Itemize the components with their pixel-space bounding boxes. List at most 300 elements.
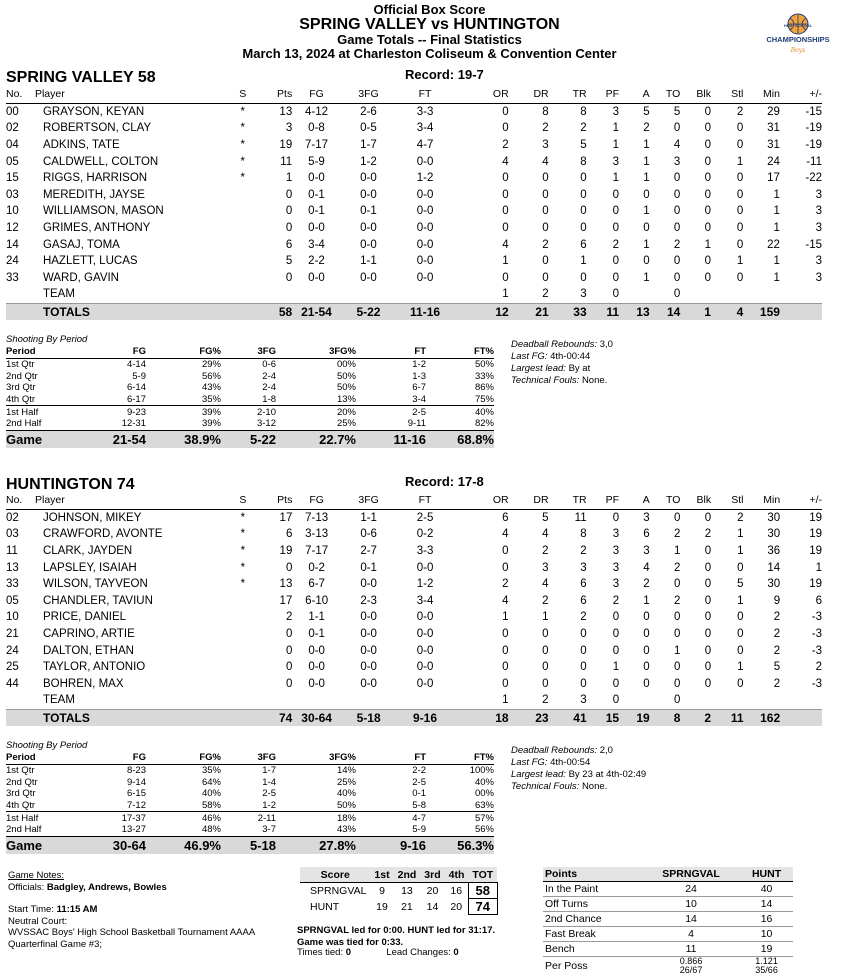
- sbp-cell: 39%: [201, 418, 221, 430]
- note-label: Last FG:: [511, 351, 548, 362]
- stat-cell: 6: [815, 594, 822, 607]
- stat-cell: 0-0: [416, 188, 434, 201]
- stat-cell: 0: [502, 661, 509, 674]
- player-row: [6, 270, 822, 287]
- note-label: Technical Fouls:: [511, 375, 580, 386]
- stat-cell: 0: [643, 644, 650, 657]
- total-cell: [230, 709, 256, 726]
- sbp-cell: 100%: [469, 765, 494, 777]
- sbp-game-cell: 46.9%: [146, 836, 221, 854]
- sbp-game-cell: 38.9%: [146, 430, 221, 448]
- points-row: [543, 897, 793, 912]
- subtitle: Game Totals -- Final Statistics: [337, 32, 522, 47]
- stat-cell: 0: [580, 205, 587, 218]
- sbp-cell: 4-7: [356, 812, 426, 824]
- sbp-cell: 40%: [426, 406, 494, 418]
- total-cell: 5-18: [341, 709, 396, 726]
- total-cell: 33: [549, 303, 587, 320]
- stat-cell: 1: [285, 172, 293, 185]
- stat-cell: 11: [574, 511, 587, 524]
- stat-cell: 0: [704, 545, 712, 558]
- col-header: PF: [587, 86, 619, 103]
- stat-cell: 1: [736, 155, 744, 168]
- stat-cell: 2: [736, 105, 744, 118]
- start-time-line: [8, 904, 288, 916]
- sbp-col-header: FT%: [426, 346, 494, 358]
- stat-cell: 0: [580, 222, 587, 235]
- stat-cell: [230, 642, 256, 659]
- stat-cell: 0: [612, 511, 620, 524]
- sbp-cell: 46%: [146, 812, 221, 824]
- totals-row: [6, 709, 822, 726]
- stat-cell: 1: [612, 172, 620, 185]
- stat-cell: 25: [6, 661, 19, 674]
- stat-cell: 8: [580, 105, 587, 118]
- team1-shooting-table: [6, 346, 494, 448]
- stat-cell: 4: [502, 594, 509, 607]
- stat-cell: 0-0: [416, 661, 434, 674]
- stat-cell: -11: [806, 155, 822, 168]
- stat-cell: 21: [6, 628, 19, 641]
- col-header: No.: [6, 86, 35, 103]
- col-header: TR: [549, 86, 587, 103]
- stat-cell: 0: [704, 561, 712, 574]
- stat-cell: 7-17: [304, 139, 328, 152]
- stat-cell: 0: [580, 677, 587, 690]
- stat-cell: 5: [580, 139, 587, 152]
- sbp-cell: 56%: [474, 824, 494, 836]
- sbp-cell: 14%: [336, 765, 356, 777]
- sbp-col-header: FG%: [146, 346, 221, 358]
- stat-cell: [396, 286, 454, 303]
- stat-cell: 5: [285, 255, 293, 268]
- stat-cell: 0-0: [416, 238, 434, 251]
- stat-cell: 0: [737, 644, 744, 657]
- player-row: [6, 609, 822, 626]
- stat-cell: 6-7: [308, 578, 325, 591]
- team2-shooting-table: [6, 752, 494, 854]
- note-value: 3,0: [599, 339, 613, 350]
- score-cell: 9: [379, 884, 385, 897]
- col-header: Pts: [256, 86, 292, 103]
- sbp-col-header: 3FG: [221, 752, 276, 764]
- stat-cell: 6-10: [305, 594, 329, 607]
- stat-cell: 2: [643, 122, 650, 135]
- player-row: [6, 120, 822, 137]
- stat-cell: 1: [736, 255, 744, 268]
- stat-cell: 19: [279, 545, 293, 558]
- score-cell: 74: [468, 899, 497, 915]
- total-cell: [780, 709, 822, 726]
- note-value: 4th-00:54: [550, 757, 591, 768]
- sbp-cell: 6-7: [412, 382, 426, 394]
- team2-title: HUNTINGTON 74: [6, 476, 135, 493]
- note-value: By 23 at 4th-02:49: [568, 769, 647, 780]
- stat-cell: CLARK, JAYDEN: [42, 545, 133, 558]
- stat-cell: [230, 692, 256, 709]
- stat-cell: 31: [767, 139, 780, 152]
- stat-cell: 0-6: [360, 528, 377, 541]
- stat-cell: 2: [612, 238, 620, 251]
- total-cell: 1: [680, 303, 711, 320]
- note-line: [511, 745, 646, 757]
- col-header: FT: [396, 492, 453, 509]
- stat-cell: 4: [502, 238, 509, 251]
- stat-cell: 0: [612, 677, 620, 690]
- total-cell: 4: [711, 303, 743, 320]
- stat-cell: 1-1: [360, 511, 377, 524]
- stat-cell: 5: [737, 578, 744, 591]
- note-line: [511, 363, 613, 375]
- stat-cell: 13: [279, 105, 293, 118]
- sbp-cell: 8-23: [126, 765, 146, 777]
- stat-cell: 0: [612, 628, 620, 641]
- total-cell: 58: [256, 303, 292, 320]
- stat-cell: 0: [542, 222, 549, 235]
- stat-cell: 1: [643, 594, 650, 607]
- stat-cell: 02: [6, 511, 19, 524]
- sbp-col-header: FT: [356, 346, 426, 358]
- sbp-cell: 00%: [336, 359, 356, 371]
- stat-cell: 3: [815, 205, 822, 218]
- sbp-cell: 13-27: [121, 824, 146, 836]
- stat-cell: 1: [502, 694, 509, 707]
- sbp-col-header: FG%: [146, 752, 221, 764]
- stat-cell: 2: [612, 594, 620, 607]
- sbp-row: [6, 764, 494, 776]
- stat-cell: [6, 286, 35, 303]
- sbp-cell: 43%: [336, 824, 356, 836]
- stat-cell: 0-0: [416, 628, 434, 641]
- stat-cell: MEREDITH, JAYSE: [42, 188, 145, 201]
- stat-cell: 4-7: [416, 139, 434, 152]
- stat-cell: 3: [542, 561, 549, 574]
- stat-cell: 0-0: [360, 222, 377, 235]
- stat-cell: 0: [643, 188, 650, 201]
- points-cell: In the Paint: [543, 882, 642, 897]
- stat-cell: 5: [643, 105, 650, 118]
- points-cell: Bench: [543, 942, 642, 957]
- stat-cell: 0: [502, 644, 509, 657]
- stat-cell: 6: [580, 594, 587, 607]
- stat-cell: 1: [773, 222, 780, 235]
- total-cell: TOTALS: [35, 303, 230, 320]
- sbp-cell: 50%: [474, 359, 494, 371]
- stat-cell: -19: [805, 139, 822, 152]
- per-poss-value: 1.121: [755, 956, 778, 966]
- total-cell: [230, 303, 256, 320]
- stat-cell: 24: [6, 644, 19, 657]
- score-col-header: 3rd: [420, 867, 444, 883]
- stat-cell: 1-2: [416, 172, 434, 185]
- stat-cell: 0-0: [416, 205, 434, 218]
- player-row: [6, 187, 822, 204]
- stat-cell: *: [240, 155, 245, 168]
- stat-cell: 0-0: [360, 644, 377, 657]
- lead-changes-value: 0: [453, 947, 459, 958]
- col-header: A: [619, 492, 650, 509]
- stat-cell: 3: [580, 561, 587, 574]
- stat-cell: 1: [643, 271, 650, 284]
- player-row: [6, 203, 822, 220]
- sbp-cell: 18%: [276, 812, 356, 824]
- stat-cell: 05: [6, 594, 19, 607]
- score-col-header: 2nd: [394, 867, 421, 883]
- stat-cell: 0: [673, 677, 681, 690]
- stat-cell: 6: [580, 238, 587, 251]
- stat-cell: 2: [502, 578, 509, 591]
- stat-cell: 5: [673, 105, 681, 118]
- stat-cell: 24: [6, 255, 19, 268]
- points-col-header: Points: [543, 867, 642, 882]
- stat-cell: 0-0: [360, 238, 377, 251]
- stat-cell: [680, 692, 711, 709]
- sbp-cell: 2-5: [356, 406, 426, 418]
- points-table: [543, 867, 793, 975]
- stat-cell: 2-5: [416, 511, 434, 524]
- player-row: [6, 659, 822, 676]
- stat-cell: 3: [580, 694, 587, 707]
- stat-cell: 0-0: [360, 271, 377, 284]
- totals-row: [6, 303, 822, 320]
- stat-cell: 19: [809, 528, 822, 541]
- col-header: DR: [509, 86, 549, 103]
- sbp-cell: 2nd Qtr: [6, 776, 38, 788]
- sbp-cell: 82%: [474, 418, 494, 430]
- sbp-row: [6, 788, 494, 800]
- stat-cell: 3: [285, 122, 293, 135]
- note-line: [511, 757, 646, 769]
- stat-cell: 2: [542, 288, 549, 301]
- stat-cell: [711, 286, 743, 303]
- col-header: Min: [743, 86, 780, 103]
- stat-cell: 0: [704, 578, 712, 591]
- stat-cell: 31: [767, 122, 780, 135]
- col-header: +/-: [780, 492, 822, 509]
- stat-cell: 2: [773, 628, 781, 641]
- stat-cell: 1-2: [416, 578, 434, 591]
- points-cell: 19: [740, 942, 793, 957]
- stat-cell: [619, 692, 650, 709]
- per-poss-cell: [740, 957, 793, 976]
- points-cell: Off Turns: [543, 897, 642, 912]
- player-row: [6, 236, 822, 253]
- stat-cell: 0: [612, 255, 620, 268]
- stat-cell: 1: [643, 205, 650, 218]
- per-poss-fraction: 26/67: [679, 965, 703, 975]
- stat-cell: 29: [767, 105, 780, 118]
- player-row: [6, 676, 822, 693]
- stat-cell: 2: [502, 139, 509, 152]
- sbp-cell: 57%: [426, 812, 494, 824]
- stat-cell: *: [240, 511, 246, 524]
- stat-cell: 0: [502, 122, 509, 135]
- stat-cell: 11: [6, 545, 18, 558]
- stat-cell: 0: [736, 188, 744, 201]
- stat-cell: 0: [643, 661, 650, 674]
- stat-cell: 2-7: [360, 545, 377, 558]
- sbp-cell: 40%: [201, 788, 221, 800]
- sbp-col-header: FG: [76, 752, 146, 764]
- stat-cell: 0: [580, 628, 587, 641]
- points-cell: 10: [642, 897, 740, 912]
- stat-cell: 0: [542, 255, 549, 268]
- points-row: [543, 912, 793, 927]
- stat-cell: 3: [643, 545, 650, 558]
- stat-cell: 1: [737, 594, 744, 607]
- col-header: TO: [650, 86, 681, 103]
- sbp-cell: 00%: [474, 788, 494, 800]
- sbp-cell: 75%: [474, 394, 494, 406]
- score-cell: 13: [401, 884, 413, 897]
- stat-cell: [341, 692, 396, 709]
- note-value: 2,0: [599, 745, 613, 756]
- points-row: [543, 942, 793, 957]
- points-row: [543, 882, 793, 897]
- col-header: Player: [35, 86, 230, 103]
- stat-cell: 0: [612, 222, 620, 235]
- stat-cell: 2: [673, 528, 681, 541]
- stat-cell: 36: [767, 545, 781, 558]
- total-cell: 159: [743, 303, 780, 320]
- col-header: Pts: [256, 492, 292, 509]
- report-title: Official Box Score: [373, 2, 486, 17]
- sbp-cell: 13%: [336, 394, 356, 406]
- date-venue: March 13, 2024 at Charleston Coliseum & Convention Center: [242, 46, 617, 61]
- stat-cell: 0: [612, 205, 620, 218]
- stat-cell: [780, 692, 822, 709]
- sbp-cell: 35%: [201, 394, 221, 406]
- score-cell: 16: [450, 884, 463, 897]
- total-cell: 15: [587, 709, 619, 726]
- stat-cell: 0: [502, 205, 509, 218]
- stat-cell: 0: [673, 611, 681, 624]
- stat-cell: 0-1: [308, 188, 325, 201]
- stat-cell: JOHNSON, MIKEY: [42, 511, 142, 524]
- sbp-cell: 5-8: [412, 800, 426, 812]
- stat-cell: 6: [580, 578, 587, 591]
- event-line: WVSSAC Boys' High School Basketball Tournament AAAA: [8, 927, 256, 939]
- col-header: 3FG: [341, 86, 396, 103]
- stat-cell: 1: [612, 122, 620, 135]
- sbp-col-header: FT%: [426, 752, 494, 764]
- col-header: No.: [6, 492, 35, 509]
- sbp-row: [6, 812, 494, 824]
- note-line: [511, 339, 613, 351]
- stat-cell: 1-1: [308, 611, 325, 624]
- lead-summary: [297, 925, 495, 948]
- player-row: [6, 220, 822, 237]
- stat-cell: [743, 286, 780, 303]
- total-cell: 8: [650, 709, 681, 726]
- stat-cell: 33: [6, 578, 19, 591]
- stat-cell: 7-13: [305, 511, 329, 524]
- stat-cell: 6: [643, 528, 650, 541]
- sbp-cell: 6-14: [126, 382, 146, 394]
- stat-cell: DALTON, ETHAN: [42, 644, 134, 657]
- note-line: [511, 781, 646, 793]
- stat-cell: 2: [673, 238, 681, 251]
- note-line: [511, 375, 613, 387]
- stat-cell: 0: [285, 661, 293, 674]
- stat-cell: 1: [704, 238, 711, 251]
- stat-cell: 0: [704, 255, 711, 268]
- stat-cell: 19: [809, 511, 822, 524]
- sbp-row: [6, 382, 494, 394]
- sbp-cell: 3-4: [412, 394, 426, 406]
- player-row: [6, 626, 822, 643]
- stat-cell: 0: [673, 578, 681, 591]
- stat-cell: 0: [502, 677, 509, 690]
- stat-cell: -3: [811, 677, 822, 690]
- stat-cell: 1: [580, 255, 587, 268]
- col-header: +/-: [780, 86, 822, 103]
- sbp-col-header: 3FG: [221, 346, 276, 358]
- stat-cell: 0: [580, 172, 587, 185]
- stat-cell: 2-2: [308, 255, 325, 268]
- col-header: OR: [454, 492, 509, 509]
- stat-cell: [230, 609, 256, 626]
- points-cell: 4: [642, 927, 740, 942]
- player-row: [6, 642, 822, 659]
- stat-cell: 3: [612, 578, 620, 591]
- per-poss-row: [543, 957, 793, 976]
- stat-cell: 0: [502, 561, 509, 574]
- sbp-game-cell: 27.8%: [276, 836, 356, 854]
- sbp-cell: 3-12: [256, 418, 276, 430]
- total-cell: [780, 303, 822, 320]
- stat-cell: [6, 692, 35, 709]
- sbp-cell: 0-6: [262, 359, 276, 371]
- officials-line: [8, 882, 288, 894]
- stat-cell: 0-8: [308, 122, 325, 135]
- stat-cell: GRAYSON, KEYAN: [42, 105, 145, 118]
- stat-cell: 0: [285, 644, 293, 657]
- sbp-col-header: FG: [76, 346, 146, 358]
- stat-cell: 0: [673, 205, 681, 218]
- sbp-cell: 3-7: [262, 824, 276, 836]
- sbp-cell: 50%: [336, 370, 356, 382]
- stat-cell: 14: [6, 238, 19, 251]
- sbp-game-cell: 56.3%: [426, 836, 494, 854]
- stat-cell: 0: [643, 628, 650, 641]
- stat-cell: 0: [580, 188, 587, 201]
- stat-cell: 0: [673, 271, 681, 284]
- stat-cell: ADKINS, TATE: [42, 139, 120, 152]
- sbp-cell: 64%: [201, 776, 221, 788]
- stat-cell: 2-3: [360, 594, 377, 607]
- stat-cell: 2: [580, 611, 587, 624]
- stat-cell: 17: [767, 172, 780, 185]
- stat-cell: 0: [736, 205, 744, 218]
- stat-cell: 19: [809, 578, 822, 591]
- stat-cell: 02: [6, 122, 19, 135]
- total-cell: 21-54: [292, 303, 341, 320]
- stat-cell: 0: [502, 105, 509, 118]
- stat-cell: 1: [815, 561, 822, 574]
- sbp-col-header: 3FG%: [276, 752, 356, 764]
- col-header: FT: [396, 86, 454, 103]
- stat-cell: 3: [815, 271, 822, 284]
- col-header: Stl: [711, 492, 743, 509]
- points-cell: 40: [740, 882, 793, 897]
- stat-cell: 4: [542, 528, 549, 541]
- sbp-game-cell: 5-18: [221, 836, 276, 854]
- stat-cell: 0-1: [360, 561, 377, 574]
- stat-cell: 0: [542, 644, 549, 657]
- stat-cell: 0: [502, 271, 509, 284]
- total-cell: 9-16: [396, 709, 453, 726]
